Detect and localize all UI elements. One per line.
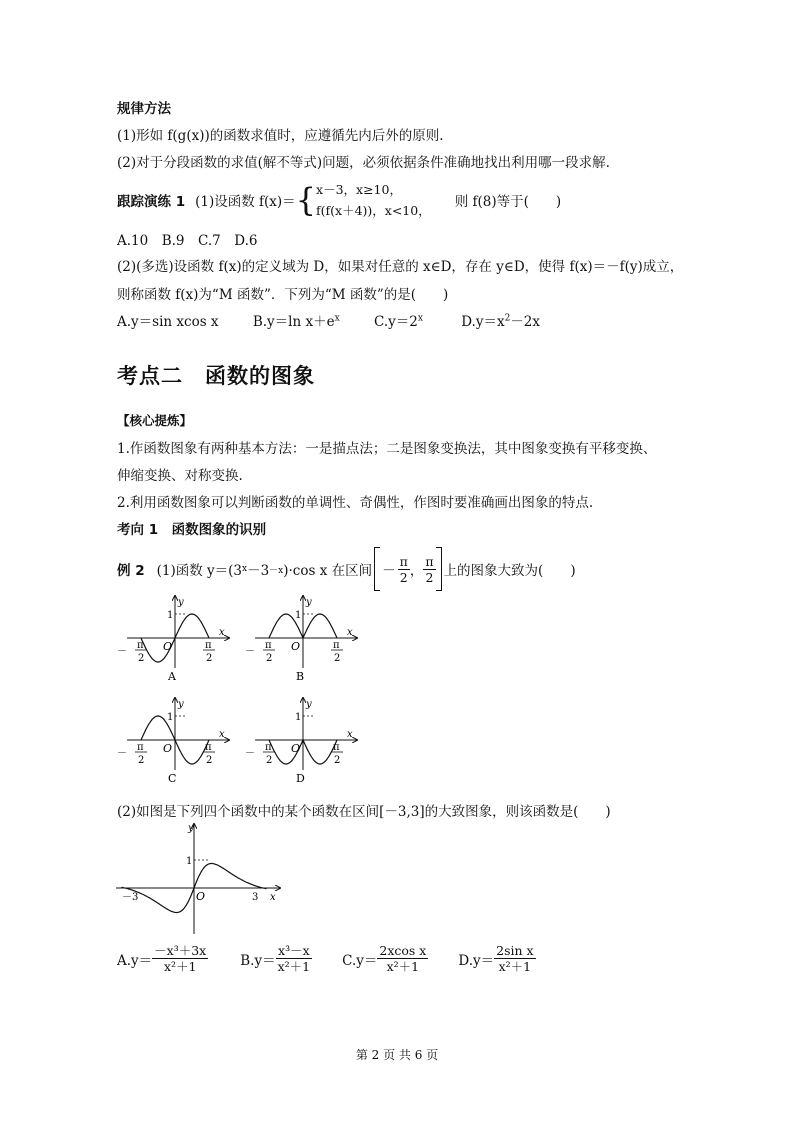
core-2: 2.利用函数图象可以判断函数的单调性、奇偶性，作图时要准确画出图象的特点. bbox=[117, 495, 594, 511]
y-label: y bbox=[178, 597, 184, 608]
example-q2-option-b: B.y＝ $\frac{\text{x³－x}}{\text{x²＋1}}$ bbox=[240, 943, 311, 974]
tick-left-den: 2 bbox=[266, 755, 273, 766]
x-label: x bbox=[347, 627, 353, 638]
direction-title: 考向 1 函数图象的识别 bbox=[117, 522, 267, 538]
x-label: x bbox=[347, 729, 353, 740]
tick-right-den: 2 bbox=[206, 755, 213, 766]
practice-q2-option-c: $C.y=2^x$ bbox=[373, 313, 423, 330]
one-label: 1 bbox=[295, 610, 302, 621]
graph-label: C bbox=[168, 772, 177, 785]
example-q2-options bbox=[117, 943, 536, 974]
example-q2-graph bbox=[110, 818, 290, 936]
tick-right-num: π bbox=[205, 640, 212, 651]
interval-left-frac: $\frac{\pi}{2}$ bbox=[399, 553, 408, 585]
tick-right-den: 2 bbox=[206, 653, 213, 664]
y-label: y bbox=[306, 597, 312, 608]
core-1-line-2: 伸缩变换、对称变换. bbox=[117, 468, 243, 484]
interval-right-frac: $\frac{\pi}{2}$ bbox=[425, 553, 434, 585]
origin-label: O bbox=[291, 742, 301, 755]
tick-left-num: π bbox=[265, 742, 272, 753]
method-line-1: (1)形如 f(g(x))的函数求值时，应遵循先内后外的原则. bbox=[117, 128, 444, 144]
method-title: 规律方法 bbox=[117, 101, 171, 117]
example-q2-option-a: A.y＝ $\frac{\text{－x³＋3x}}{\text{x²＋1}}$ bbox=[117, 943, 207, 974]
example-q2-option-d: D.y＝ $\frac{\text{2sin x}}{\text{x²＋1}}$ bbox=[458, 943, 534, 974]
section-title: 考点二 函数的图象 bbox=[117, 364, 315, 388]
tick-right-den: 2 bbox=[334, 653, 341, 664]
core-label: 【核心提炼】 bbox=[117, 413, 193, 428]
example-q2: (2)如图是下列四个函数中的某个函数在区间[－3,3]的大致图象，则该函数是( ) bbox=[117, 804, 611, 820]
practice-q2-option-d: $D.y=x^2-2x$ bbox=[461, 313, 541, 330]
piecewise-brace: { bbox=[295, 181, 317, 219]
example-q1-graphs bbox=[110, 590, 400, 790]
y-label: y bbox=[178, 699, 184, 710]
tick-left-num: π bbox=[137, 640, 144, 651]
tick-left-num: π bbox=[137, 742, 144, 753]
example-q1: 例 2 (1)函数 y＝(3 x －3 －x )·cos x 在区间 － $\frac{\pi}{2}$ ， $\frac{\pi}{2}$ 上的图象大致为( ) bbox=[117, 544, 576, 594]
one-label: 1 bbox=[186, 856, 193, 867]
practice-q2-line-1: (2)(多选)设函数 f(x)的定义域为 D，如果对任意的 x∈D，存在 y∈D，使得 f(x)＝－f(y)成立， bbox=[117, 259, 684, 275]
tick-left-den: 2 bbox=[138, 755, 145, 766]
practice-q1 bbox=[117, 178, 561, 222]
example-label: 例 2 bbox=[117, 563, 145, 579]
tick-left-den: 2 bbox=[138, 653, 145, 664]
piecewise-case-1: x－3，x≥10， bbox=[316, 182, 402, 197]
practice-label: 跟踪演练 1 bbox=[117, 194, 186, 210]
one-label: 1 bbox=[167, 610, 174, 621]
graph-label: A bbox=[168, 670, 176, 683]
graph-label: B bbox=[296, 670, 305, 683]
pos3-label: 3 bbox=[252, 892, 259, 903]
one-label: 1 bbox=[167, 712, 174, 723]
method-line-2: (2)对于分段函数的求值(解不等式)问题，必须依据条件准确地找出利用哪一段求解. bbox=[117, 155, 610, 171]
page-footer: 第 2 页 共 6 页 bbox=[355, 1048, 439, 1062]
minus-sign: － bbox=[117, 646, 127, 657]
graph-a bbox=[117, 596, 229, 683]
piecewise-cases bbox=[316, 179, 431, 221]
core-1-line-1: 1.作函数图象有两种基本方法：一是描点法；二是图象变换法，其中图象变换有平移变换、 bbox=[117, 441, 657, 457]
graph-b bbox=[245, 596, 357, 683]
example-q1-tail: 上的图象大致为( ) bbox=[443, 563, 576, 579]
minus-sign: － bbox=[245, 646, 255, 657]
minus-sign: － bbox=[245, 748, 255, 759]
graph-d bbox=[245, 698, 357, 785]
piecewise-case-2: f(f(x＋4))，x<10， bbox=[316, 203, 431, 218]
origin-label: O bbox=[291, 640, 301, 653]
practice-q1-pre: (1)设函数 f(x)＝ bbox=[195, 194, 296, 210]
practice-q1-post: 则 f(8)等于( ) bbox=[454, 194, 562, 210]
x-label: x bbox=[270, 892, 276, 903]
x-label: x bbox=[219, 729, 225, 740]
example-q2-option-c: C.y＝ $\frac{\text{2xcos x}}{\text{x²＋1}}$ bbox=[342, 943, 427, 974]
y-label: y bbox=[188, 823, 194, 834]
tick-right-num: π bbox=[333, 640, 340, 651]
interval-bracket: － $\frac{\pi}{2}$ ， $\frac{\pi}{2}$ bbox=[374, 547, 441, 591]
practice-q2-line-2: 则称函数 f(x)为“M 函数”．下列为“M 函数”的是( ) bbox=[117, 287, 449, 303]
tick-right-den: 2 bbox=[334, 755, 341, 766]
graph-label: D bbox=[296, 772, 305, 785]
tick-right-num: π bbox=[205, 742, 212, 753]
tick-left-den: 2 bbox=[266, 653, 273, 664]
neg3-label: －3 bbox=[122, 892, 139, 903]
practice-q2-option-b: B.y＝ln $x+e^x$ bbox=[252, 313, 340, 330]
example-q1-pre: (1)函数 y＝(3 bbox=[156, 563, 242, 579]
practice-q2-option-a: A.y＝sin xcos x bbox=[117, 314, 219, 330]
y-label: y bbox=[306, 699, 312, 710]
minus-sign: － bbox=[117, 748, 127, 759]
one-label: 1 bbox=[295, 712, 302, 723]
origin-label: O bbox=[163, 640, 173, 653]
practice-q1-options: A.10 B.9 C.7 D.6 bbox=[117, 233, 258, 249]
practice-q2-options bbox=[117, 310, 540, 330]
origin-label: O bbox=[196, 890, 206, 903]
x-label: x bbox=[219, 627, 225, 638]
tick-right-num: π bbox=[333, 742, 340, 753]
graph-c bbox=[117, 698, 229, 785]
origin-label: O bbox=[163, 742, 173, 755]
tick-left-num: π bbox=[265, 640, 272, 651]
